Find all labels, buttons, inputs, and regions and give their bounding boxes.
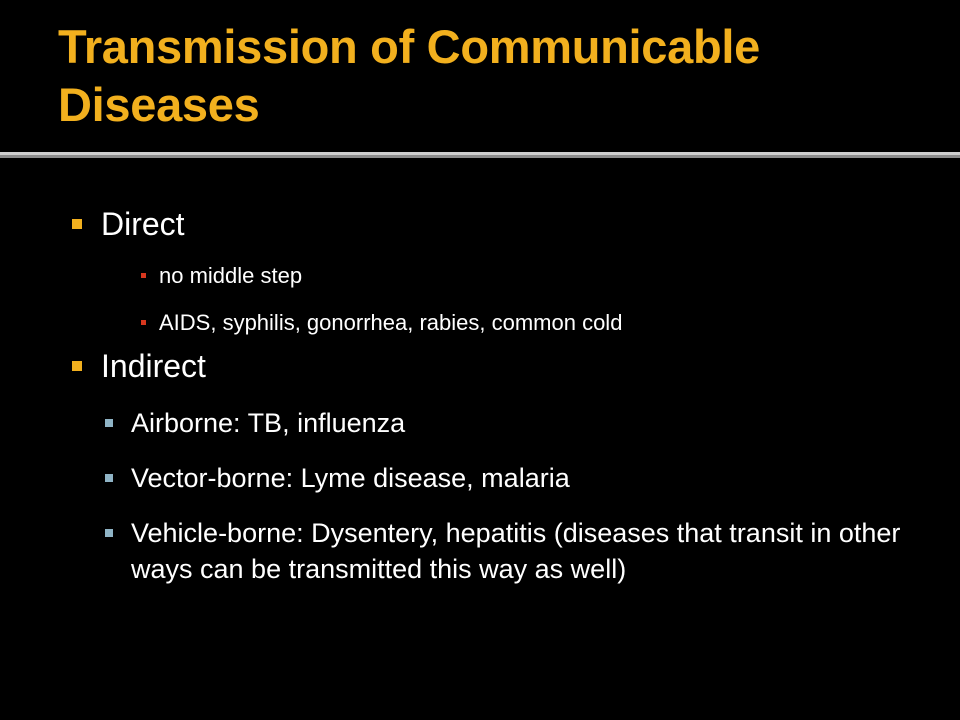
bullet-direct: Direct bbox=[101, 206, 185, 242]
indirect-item-3: Vehicle-borne: Dysentery, hepatitis (diseases that transit in other ways can be transmitted this way as well) bbox=[131, 518, 901, 584]
sub-bullet-square-icon bbox=[105, 474, 113, 482]
bullet-square-icon bbox=[72, 361, 82, 371]
sub-bullet-icon bbox=[141, 273, 146, 278]
sub-bullet-icon bbox=[141, 320, 146, 325]
slide-title: Transmission of Communicable Diseases bbox=[58, 20, 760, 131]
direct-item-1: no middle step bbox=[159, 263, 303, 288]
bullet-square-icon bbox=[72, 219, 82, 229]
direct-item-2: AIDS, syphilis, gonorrhea, rabies, common cold bbox=[159, 310, 623, 335]
slide-body bbox=[0, 158, 960, 720]
sub-bullet-square-icon bbox=[105, 419, 113, 427]
sub-bullet-square-icon bbox=[105, 529, 113, 537]
indirect-item-1: Airborne: TB, influenza bbox=[131, 408, 406, 438]
indirect-item-2: Vector-borne: Lyme disease, malaria bbox=[131, 463, 570, 493]
bullet-indirect: Indirect bbox=[101, 348, 206, 384]
title-bar bbox=[0, 0, 960, 152]
